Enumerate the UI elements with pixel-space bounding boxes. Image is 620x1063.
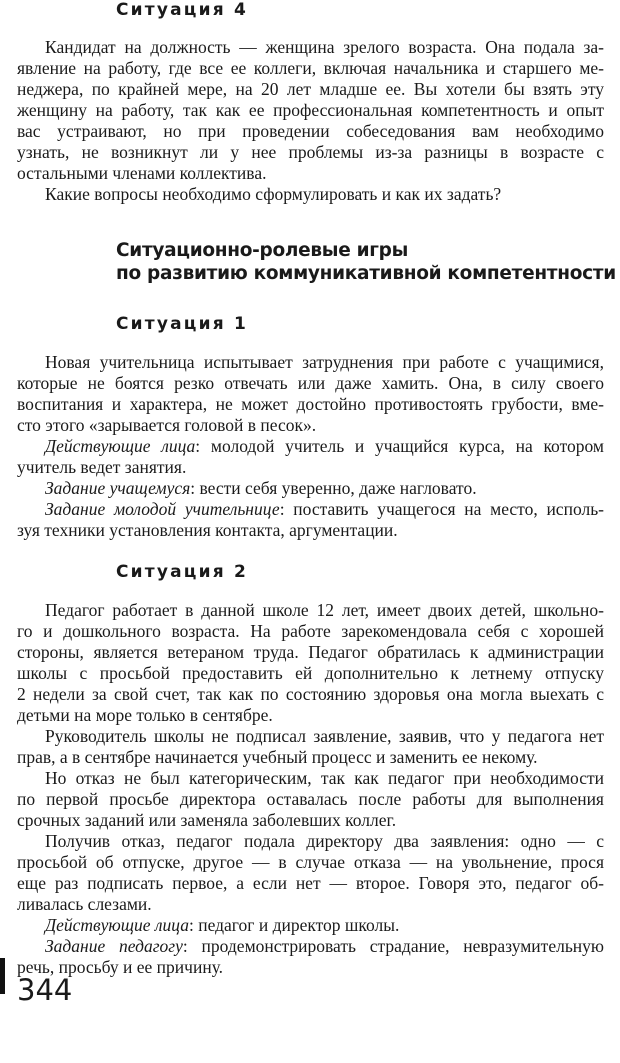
task-teacher-text: : поставить учащегося на место, исполь- [279, 499, 605, 519]
text-line: неджера, по крайней мере, на 20 лет младше ее. Вы хотели бы взять эту [17, 79, 604, 99]
text-line: узнать, не возникнут ли у нее проблемы из-за разницы в возрасте с [17, 142, 604, 162]
section-title-line-1: Ситуационно-ролевые игры [116, 240, 409, 261]
page-number: 344 [17, 973, 73, 1007]
text-line: Но отказ не был категорическим, так как педагог при необходимости [45, 768, 604, 788]
text-line: сто этого «зарывается головой в песок». [17, 415, 317, 435]
text-line: Кандидат на должность — женщина зрелого возраста. Она подала за- [45, 37, 604, 57]
text-line: срочных заданий или заменяла заболевших коллег. [17, 810, 397, 830]
task-teacher-line [45, 501, 604, 519]
situation-4-heading: Ситуация 4 [116, 0, 248, 20]
text-line: явление на работу, где все ее коллеги, включая начальника и старшего ме- [17, 58, 604, 78]
roles-text: : молодой учитель и учащийся курса, на котором [195, 436, 604, 456]
situation-1-heading: Ситуация 1 [116, 314, 248, 334]
text-line: вас устраивают, но при проведении собеседования вам необходимо [17, 121, 604, 141]
roles-line [45, 438, 604, 456]
task-student-line [45, 480, 477, 498]
text-line: воспитания и характера, не может достойно противостоять грубости, вме- [17, 394, 604, 414]
task-text: : продемонстрировать страдание, невразумительную [182, 936, 604, 956]
text-line: еще раз подписать первое, а если нет — второе. Говоря это, педагог об- [17, 873, 604, 893]
roles-label: Действующие лица [45, 436, 196, 456]
text-line: женщину на работу, так как ее профессиональная компетентность и опыт [17, 100, 604, 120]
text-line: которые не боятся резко отвечать или даже хамить. Она, в силу своего [17, 373, 604, 393]
text-line: учитель ведет занятия. [17, 457, 187, 477]
task-teacher-label: Задание молодой учительнице [45, 499, 280, 519]
text-line: Руководитель школы не подписал заявление, заявив, что у педагога нет [45, 726, 604, 746]
margin-bar [0, 958, 5, 994]
text-line: Педагог работает в данной школе 12 лет, имеет двоих детей, школьно- [45, 600, 604, 620]
task-student-label: Задание учащемуся [45, 478, 191, 498]
text-line: стороны, является ветераном труда. Педагог обратилась к администрации [17, 642, 604, 662]
text-line: зуя техники установления контакта, аргументации. [17, 520, 398, 540]
text-line: Получив отказ, педагог подала директору два заявления: одно — с [45, 831, 604, 851]
roles-label: Действующие лица [45, 915, 189, 935]
task-student-text: : вести себя уверенно, даже нагловато. [190, 478, 477, 498]
roles-text: : педагог и директор школы. [188, 915, 400, 935]
text-line: речь, просьбу и ее причину. [17, 957, 224, 977]
roles-line [45, 917, 399, 935]
text-line: детьми на море только в сентябре. [17, 705, 273, 725]
text-line: просьбой об отпуске, другое — в случае отказа — на увольнение, прося [17, 852, 604, 872]
text-line: по первой просьбе директора оставалась после работы для выполнения [17, 789, 604, 809]
text-line: Новая учительница испытывает затруднения при работе с учащимися, [45, 352, 604, 372]
text-line: 2 недели за свой счет, так как по состоянию здоровья она могла выехать с [17, 684, 604, 704]
text-line: остальными членами коллектива. [17, 163, 267, 183]
text-line: ливалась слезами. [17, 894, 152, 914]
text-line: прав, а в сентябре начинается учебный процесс и заменить ее некому. [17, 747, 538, 767]
text-line: го и дошкольного возраста. На работе зарекомендовала себя с хорошей [17, 621, 604, 641]
task-label: Задание педагогу [45, 936, 183, 956]
task-line [45, 938, 604, 956]
text-line: школы с просьбой предоставить ей дополнительно к летнему отпуску [17, 663, 604, 683]
text-line: Какие вопросы необходимо сформулировать и как их задать? [45, 184, 502, 204]
section-title-line-2: по развитию коммуникативной компетентности [116, 263, 616, 284]
situation-2-heading: Ситуация 2 [116, 562, 248, 582]
